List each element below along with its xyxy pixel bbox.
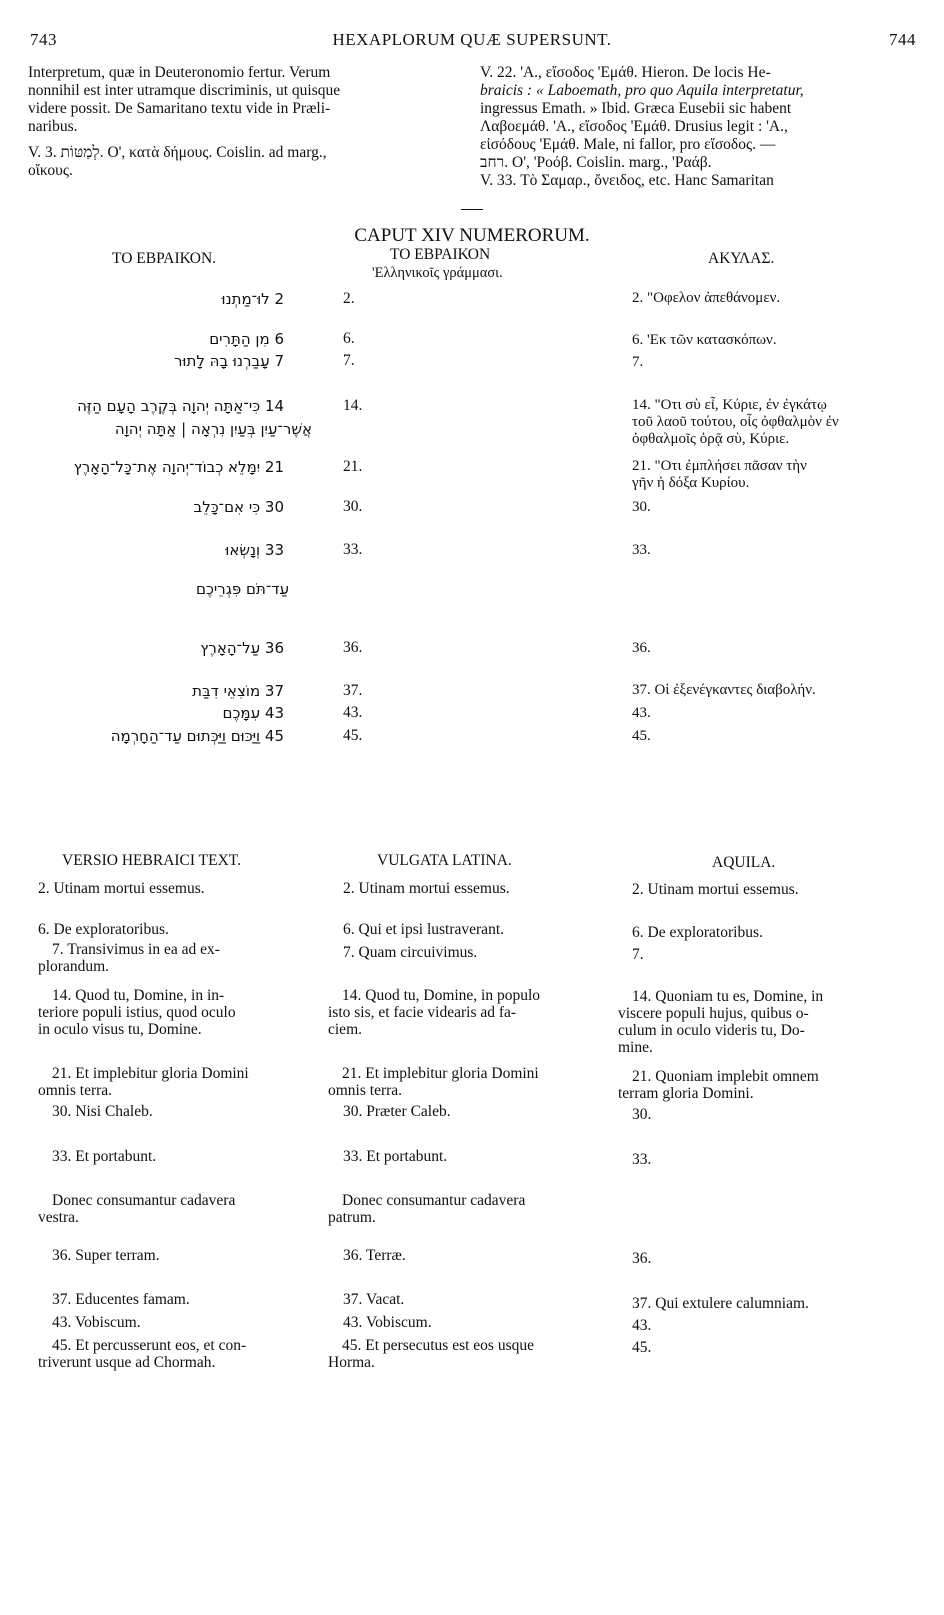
vulgata-entry bbox=[343, 1148, 447, 1165]
vulgata-entry bbox=[328, 1337, 534, 1371]
hebrew-verse: 21 יִמָּלֵא כְבוֹד־יְהוָה אֶת־כָּל־הָאָרֶץ bbox=[73, 458, 284, 476]
vulgata-entry bbox=[343, 880, 510, 897]
versio-entry bbox=[38, 1337, 246, 1371]
note-line: videre possit. De Samaritano textu vide in Præli- bbox=[28, 100, 331, 117]
versio-line: triverunt usque ad Chormah. bbox=[38, 1354, 216, 1371]
vulgata-entry bbox=[343, 1247, 406, 1264]
versio-entry bbox=[38, 921, 169, 938]
aquila-entry bbox=[632, 881, 799, 898]
vulgata-entry bbox=[328, 1065, 539, 1099]
versio-line: 43. Vobiscum. bbox=[52, 1314, 141, 1331]
hebrew-verse: אֲשֶׁר־עַיִן בְּעַיִן נִרְאָה | אַתָּה יְהוָה bbox=[114, 420, 312, 438]
aquila-entry bbox=[618, 988, 823, 1056]
greek-verse: 21. "Οτι ἐμπλήσει πᾶσαν τὴν bbox=[632, 458, 807, 474]
versio-line: 7. Transivimus in ea ad ex- bbox=[52, 941, 220, 958]
note-line: רחב. Ο', 'Ροόβ. Coislin. marg., 'Ραάβ. bbox=[480, 154, 712, 171]
versio-entry bbox=[52, 1103, 153, 1120]
vulgata-line: 2. Utinam mortui essemus. bbox=[343, 880, 510, 897]
hebrew-verse: 30 כִּי אִם־כָּלֵב bbox=[193, 498, 284, 516]
hebrew-verse: 6 מִן הַתָּרִים bbox=[209, 330, 284, 348]
verse-number: 21. bbox=[343, 458, 363, 475]
verse-number: 45. bbox=[343, 727, 363, 744]
top-left-notes bbox=[28, 64, 468, 180]
vulgata-line: 7. Quam circuivimus. bbox=[343, 944, 478, 961]
versio-line: 6. De exploratoribus. bbox=[38, 921, 169, 938]
versio-line: 45. Et percusserunt eos, et con- bbox=[52, 1337, 247, 1354]
note-line: Interpretum, quæ in Deuteronomio fertur. Verum bbox=[28, 64, 331, 81]
verse-number: 6. bbox=[343, 330, 355, 347]
greek-verse: 43. bbox=[632, 705, 651, 721]
verse-number: 43. bbox=[343, 704, 363, 721]
vulgata-entry bbox=[343, 1291, 404, 1308]
column-header-aquila-latin: AQUILA. bbox=[712, 854, 776, 871]
vulgata-line: 37. Vacat. bbox=[343, 1291, 405, 1308]
vulgata-line: Donec consumantur cadavera bbox=[342, 1192, 526, 1209]
note-line: Λαβοεμάθ. 'Α., εἴσοδος 'Εμάθ. Drusius legit : 'Α., bbox=[480, 118, 788, 135]
vulgata-line: 21. Et implebitur gloria Domini bbox=[342, 1065, 539, 1082]
hebrew-verse: עַד־תֹּם פִּגְרֵיכֶם bbox=[196, 580, 289, 598]
aquila-line: 6. De exploratoribus. bbox=[632, 924, 763, 941]
aquila-entry bbox=[632, 1317, 651, 1334]
aquila-entry bbox=[632, 1339, 651, 1356]
versio-line: 37. Educentes famam. bbox=[52, 1291, 190, 1308]
column-header-versio: VERSIO HEBRAICI TEXT. bbox=[62, 852, 241, 869]
versio-entry bbox=[38, 941, 220, 975]
hebrew-verse: 33 וְנָשְׂאוּ bbox=[225, 541, 284, 559]
greek-verse: 2. "Οφελον ἀπεθάνομεν. bbox=[632, 290, 781, 306]
page-number-left: 743 bbox=[30, 30, 57, 49]
aquila-line: 7. bbox=[632, 946, 644, 963]
vulgata-line: omnis terra. bbox=[328, 1082, 403, 1099]
aquila-line: 37. Qui extulere calumniam. bbox=[632, 1295, 809, 1312]
versio-line: 2. Utinam mortui essemus. bbox=[38, 880, 205, 897]
aquila-entry bbox=[632, 1106, 651, 1123]
page-number-right: 744 bbox=[889, 30, 916, 49]
verse-number: 7. bbox=[343, 352, 355, 369]
aquila-entry bbox=[632, 1295, 809, 1312]
versio-column bbox=[38, 880, 308, 897]
aquila-line: mine. bbox=[618, 1039, 653, 1056]
note-line: οἴκους. bbox=[28, 162, 73, 179]
verse-number: 36. bbox=[343, 639, 363, 656]
verse-number: 30. bbox=[343, 498, 363, 515]
vulgata-entry bbox=[343, 1103, 451, 1120]
aquila-line: 33. bbox=[632, 1151, 652, 1168]
hebrew-verse: 37 מוֹצִאֵי דִבַּת bbox=[192, 682, 284, 700]
hebrew-verse: 14 כִּי־אַתָּה יְהוָה בְּקֶרֶב הָעָם הַזֶּה bbox=[77, 397, 284, 415]
vulgata-line: 14. Quod tu, Domine, in populo bbox=[342, 987, 541, 1004]
verse-number: 2. bbox=[343, 290, 355, 307]
greek-verse: 45. bbox=[632, 728, 651, 744]
versio-entry bbox=[38, 1065, 249, 1099]
separator-rule bbox=[461, 209, 483, 210]
note-line: nonnihil est inter utramque discriminis, ut quisque bbox=[28, 82, 341, 99]
greek-verse: 6. 'Εκ τῶν κατασκόπων. bbox=[632, 332, 777, 348]
versio-entry bbox=[52, 1291, 190, 1308]
verse-number: 33. bbox=[343, 541, 363, 558]
column-header-aquila-greek: ΑΚΥΛΑΣ. bbox=[708, 250, 775, 267]
aquila-entry bbox=[632, 924, 763, 941]
vulgata-line: patrum. bbox=[328, 1209, 376, 1226]
aquila-entry bbox=[632, 1151, 651, 1168]
greek-verse: 36. bbox=[632, 640, 651, 656]
hebrew-verse: 43 עִמָּכֶם bbox=[222, 704, 284, 722]
verse-number: 37. bbox=[343, 682, 363, 699]
versio-line: Donec consumantur cadavera bbox=[52, 1192, 236, 1209]
column-header-vulgata: VULGATA LATINA. bbox=[377, 852, 512, 869]
greek-verse: τοῦ λαοῦ τούτου, οἷς ὀφθαλμὸν ἐν bbox=[632, 414, 839, 430]
aquila-line: terram gloria Domini. bbox=[618, 1085, 754, 1102]
vulgata-entry bbox=[328, 987, 540, 1038]
vulgata-line: 30. Præter Caleb. bbox=[343, 1103, 451, 1120]
versio-line: in oculo visus tu, Domine. bbox=[38, 1021, 202, 1038]
vulgata-line: Horma. bbox=[328, 1354, 375, 1371]
vulgata-entry bbox=[343, 921, 504, 938]
greek-verse: γῆν ἡ δόξα Κυρίου. bbox=[632, 475, 750, 491]
note-line: ingressus Emath. » Ibid. Græca Eusebii sic habent bbox=[480, 100, 792, 117]
hebrew-verse: 36 עַל־הָאָרֶץ bbox=[200, 639, 284, 657]
aquila-line: 21. Quoniam implebit omnem bbox=[632, 1068, 819, 1085]
aquila-line: 2. Utinam mortui essemus. bbox=[632, 881, 799, 898]
note-line: V. 33. Τὸ Σαμαρ., ὄνειδος, etc. Hanc Samaritan bbox=[480, 172, 774, 189]
note-line: braicis : « Laboemath, pro quo Aquila interpretatur, bbox=[480, 82, 804, 99]
versio-entry bbox=[52, 1314, 141, 1331]
greek-verse: 30. bbox=[632, 499, 651, 515]
vulgata-line: 6. Qui et ipsi lustraverant. bbox=[343, 921, 504, 938]
verse-number: 14. bbox=[343, 397, 363, 414]
vulgata-entry bbox=[343, 944, 477, 961]
note-line: naribus. bbox=[28, 118, 78, 135]
versio-line: 30. Nisi Chaleb. bbox=[52, 1103, 153, 1120]
versio-line: plorandum. bbox=[38, 958, 110, 975]
versio-line: 21. Et implebitur gloria Domini bbox=[52, 1065, 249, 1082]
aquila-line: viscere populi hujus, quibus o- bbox=[618, 1005, 809, 1022]
versio-entry bbox=[52, 1148, 156, 1165]
aquila-line: 45. bbox=[632, 1339, 652, 1356]
greek-verse: 33. bbox=[632, 542, 651, 558]
note-line: εἰσόδους 'Εμάθ. Male, ni fallor, pro εἴσοδος. — bbox=[480, 136, 776, 153]
hebrew-verse: 2 לוּ־מַתְנוּ bbox=[221, 290, 284, 308]
versio-line: vestra. bbox=[38, 1209, 79, 1226]
column-header-hebrew-greek: ΤΟ ΕΒΡΑΙΚΟΝ bbox=[390, 246, 491, 263]
top-right-notes bbox=[480, 64, 920, 190]
aquila-entry bbox=[618, 1068, 819, 1102]
aquila-line: 14. Quoniam tu es, Domine, in bbox=[632, 988, 824, 1005]
column-header-hebrew-greek-sub: 'Ελληνικοῖς γράμμασι. bbox=[372, 265, 503, 281]
note-line: V. 22. 'Α., εἴσοδος 'Εμάθ. Hieron. De locis He- bbox=[480, 64, 771, 81]
vulgata-entry bbox=[328, 1192, 525, 1226]
greek-verse: ὀφθαλμοῖς ὁρᾷ σὺ, Κύριε. bbox=[632, 431, 790, 447]
vulgata-line: 36. Terræ. bbox=[343, 1247, 406, 1264]
greek-verse: 7. bbox=[632, 354, 644, 370]
versio-line: 14. Quod tu, Domine, in in- bbox=[52, 987, 225, 1004]
versio-entry bbox=[52, 1247, 160, 1264]
versio-line: omnis terra. bbox=[38, 1082, 113, 1099]
versio-entry bbox=[38, 1192, 235, 1226]
aquila-line: culum in oculo videris tu, Do- bbox=[618, 1022, 805, 1039]
aquila-line: 43. bbox=[632, 1317, 652, 1334]
vulgata-line: 33. Et portabunt. bbox=[343, 1148, 448, 1165]
vulgata-entry bbox=[343, 1314, 432, 1331]
column-header-hebrew: ΤΟ ΕΒΡΑΙΚΟΝ. bbox=[112, 250, 217, 267]
chapter-title: CAPUT XIV NUMERORUM. bbox=[354, 225, 590, 246]
vulgata-line: isto sis, et facie videaris ad fa- bbox=[328, 1004, 517, 1021]
hebrew-verse: 7 עָבַרְנוּ בָהּ לָתוּר bbox=[173, 352, 284, 370]
vulgata-line: 45. Et persecutus est eos usque bbox=[342, 1337, 534, 1354]
running-title: HEXAPLORUM QUÆ SUPERSUNT. bbox=[332, 30, 612, 49]
greek-verse: 14. "Οτι σὺ εἶ, Κύριε, ἐν ἐγκάτῳ bbox=[632, 397, 827, 413]
versio-line: 33. Et portabunt. bbox=[52, 1148, 157, 1165]
versio-line: 36. Super terram. bbox=[52, 1247, 160, 1264]
aquila-line: 36. bbox=[632, 1250, 652, 1267]
hebrew-verse: 45 וַיַּכּוּם וַיַּכְּתוּם עַד־הַחָרְמָה bbox=[110, 727, 284, 745]
note-line: V. 3. לְמַטּוֹת. Ο', κατὰ δήμους. Coislin. ad marg., bbox=[28, 144, 327, 161]
greek-verse: 37. Οἱ ἐξενέγκαντες διαβολήν. bbox=[632, 682, 816, 698]
vulgata-line: ciem. bbox=[328, 1021, 362, 1038]
aquila-entry bbox=[632, 1250, 651, 1267]
aquila-entry bbox=[632, 946, 644, 963]
vulgata-line: 43. Vobiscum. bbox=[343, 1314, 432, 1331]
aquila-line: 30. bbox=[632, 1106, 652, 1123]
versio-entry bbox=[38, 987, 236, 1038]
versio-line: teriore populi istius, quod oculo bbox=[38, 1004, 236, 1021]
